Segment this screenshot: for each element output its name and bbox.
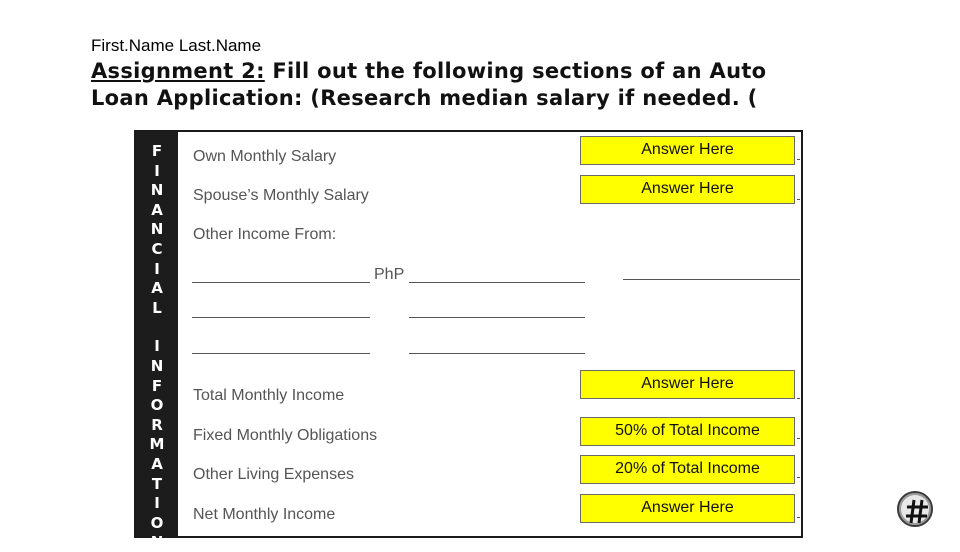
blank-line [409, 317, 585, 318]
net-income-answer-field[interactable]: Answer Here [580, 494, 795, 523]
total-income-answer-field[interactable]: Answer Here [580, 370, 795, 399]
title-instructions: Fill out the following sections of an Auto Loan Application: (Research median salary if needed. ( [91, 59, 767, 110]
blank-line [409, 353, 585, 354]
sidebar-letter: I [154, 337, 160, 356]
sidebar-letter: T [151, 474, 163, 493]
label-spouse-monthly-salary: Spouse’s Monthly Salary [193, 187, 369, 204]
blank-line [797, 159, 800, 160]
title-assignment: Assignment 2: [91, 59, 265, 83]
label-php: PhP [374, 266, 405, 283]
fixed-obligations-answer-field[interactable]: 50% of Total Income [580, 417, 795, 446]
spouse-salary-answer-field[interactable]: Answer Here [580, 175, 795, 204]
label-other-income: Other Income From: [193, 226, 337, 243]
sidebar-letter: A [151, 279, 163, 298]
blank-line [192, 353, 370, 354]
sidebar-letter: C [151, 240, 163, 258]
sidebar-letter: N [150, 181, 164, 200]
sidebar-letter: I [154, 494, 160, 513]
hash-icon [905, 497, 929, 525]
sidebar-letter: I [154, 259, 160, 278]
page-title [91, 58, 831, 112]
sidebar-letter: R [151, 415, 163, 434]
sidebar-letter: O [150, 513, 164, 532]
sidebar-letter: N [150, 220, 164, 239]
blank-line [797, 517, 800, 518]
own-salary-answer-field[interactable]: Answer Here [580, 136, 795, 165]
blank-line [192, 317, 370, 318]
blank-line [797, 477, 800, 478]
blank-line [797, 438, 800, 439]
sidebar-letter: I [154, 161, 160, 180]
section-sidebar [136, 132, 178, 552]
label-own-monthly-salary: Own Monthly Salary [193, 148, 337, 165]
label-other-living-expenses: Other Living Expenses [193, 466, 354, 483]
blank-line [797, 398, 800, 399]
label-net-monthly-income: Net Monthly Income [193, 506, 336, 523]
sidebar-letter: M [149, 435, 165, 454]
other-expenses-answer-field[interactable]: 20% of Total Income [580, 455, 795, 484]
label-fixed-monthly-obligations: Fixed Monthly Obligations [193, 427, 378, 444]
blank-line [409, 282, 585, 283]
sidebar-letter: A [151, 455, 163, 473]
blank-line [797, 199, 800, 200]
blank-line [192, 282, 370, 283]
sidebar-letter: O [150, 396, 164, 415]
sidebar-letter: L [152, 298, 162, 317]
name-line: First.Name Last.Name [91, 36, 262, 55]
sidebar-letter: N [150, 357, 164, 375]
slide-number-badge [897, 491, 933, 527]
label-total-monthly-income: Total Monthly Income [193, 387, 345, 404]
blank-line [623, 279, 800, 280]
sidebar-letter: F [151, 376, 163, 395]
sidebar-letter: N [150, 533, 164, 552]
sidebar-letter: F [151, 142, 163, 160]
sidebar-letter: A [151, 200, 163, 219]
